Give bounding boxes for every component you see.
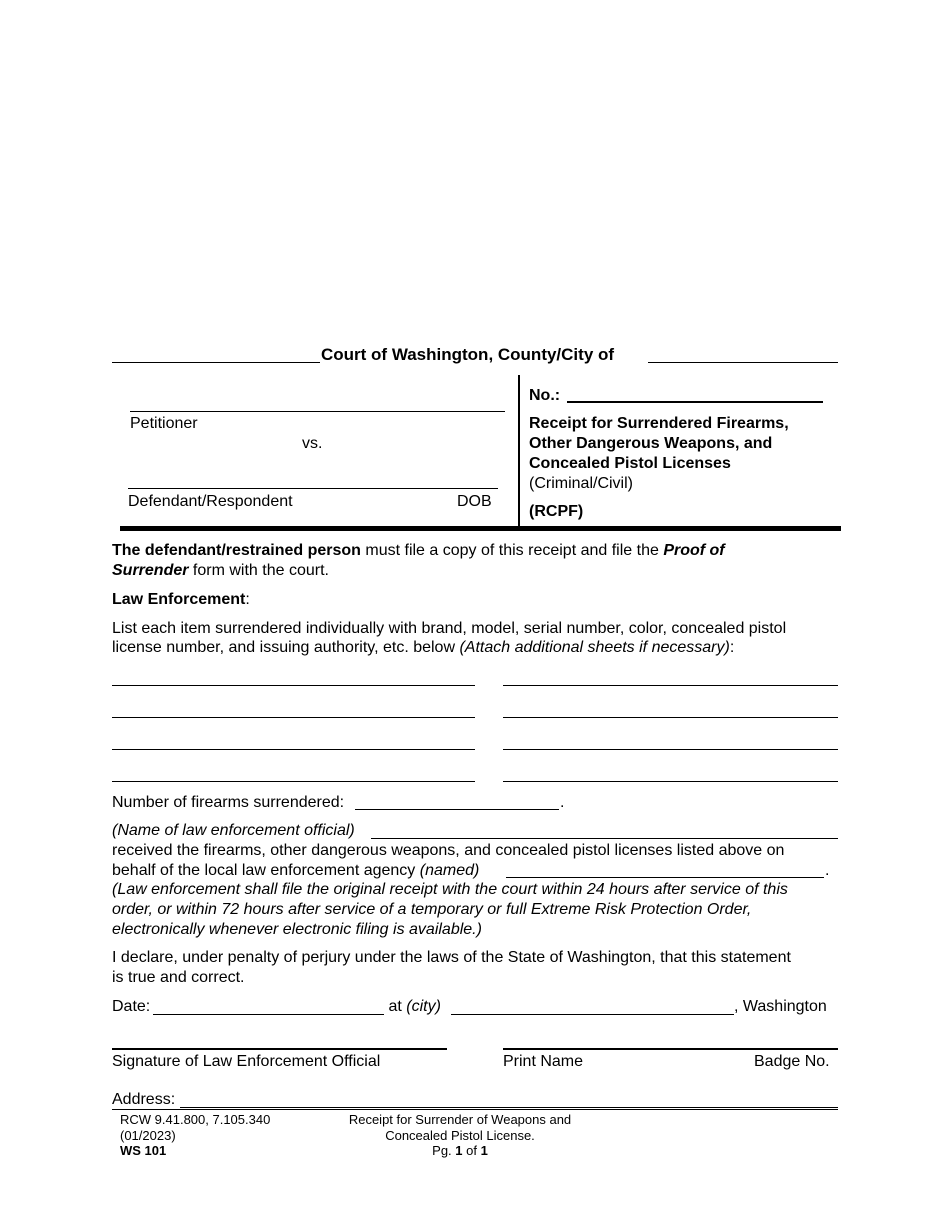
filing-note-line3: electronically whenever electronic filing is available.)	[112, 921, 482, 938]
at-label: at	[384, 998, 407, 1015]
address-field[interactable]	[180, 1107, 838, 1108]
case-no-label: No.:	[529, 387, 561, 404]
city-label: (city)	[406, 998, 441, 1015]
court-title: Court of Washington, County/City of	[321, 345, 615, 364]
footer-rule	[112, 1109, 838, 1110]
notice-proof-of: Proof of	[663, 542, 725, 559]
notice-line1	[112, 541, 725, 561]
form-title-line3: Concealed Pistol Licenses	[529, 455, 731, 472]
received-line1: received the firearms, other dangerous weapons, and concealed pistol licenses listed above on	[112, 842, 785, 859]
dob-label: DOB	[457, 493, 492, 510]
case-no-field[interactable]	[567, 401, 823, 403]
list-instruction-line2	[112, 638, 734, 658]
received-line2-text: behalf of the local law enforcement agency	[112, 862, 420, 879]
list-instruction-colon: :	[729, 639, 735, 656]
list-instruction-line1: List each item surrendered individually with brand, model, serial number, color, concealed pistol	[112, 620, 787, 637]
notice-line2	[112, 561, 329, 581]
footer-title-line1: Receipt for Surrender of Weapons and	[348, 1112, 572, 1127]
filing-note-line1: (Law enforcement shall file the original receipt with the court within 24 hours after service of this	[112, 881, 788, 898]
form-title-line2: Other Dangerous Weapons, and	[529, 435, 773, 452]
notice-surrender: Surrender	[112, 562, 189, 579]
print-name-field[interactable]	[503, 1048, 838, 1050]
notice-bold: The defendant/restrained person	[112, 542, 361, 559]
number-surrendered-period: .	[560, 794, 565, 811]
footer-title-line2: Concealed Pistol License.	[385, 1128, 535, 1143]
item-line-left-1[interactable]	[112, 685, 475, 686]
signature-label: Signature of Law Enforcement Official	[112, 1053, 381, 1070]
item-line-right-4[interactable]	[503, 781, 838, 782]
agency-named-label: (named)	[419, 862, 480, 879]
law-enforcement-heading-text: Law Enforcement	[112, 591, 246, 608]
defendant-label: Defendant/Respondent	[128, 493, 293, 510]
court-prefix-field[interactable]	[112, 362, 320, 363]
defendant-field[interactable]	[128, 488, 498, 489]
list-instruction-text: license number, and issuing authority, etc. below	[112, 639, 460, 656]
item-line-right-3[interactable]	[503, 749, 838, 750]
filing-note-line2: order, or within 72 hours after service of a temporary or full Extreme Risk Protection Order,	[112, 901, 752, 918]
number-surrendered-field[interactable]	[355, 809, 559, 810]
date-label: Date:	[112, 998, 151, 1015]
caption-divider	[518, 375, 520, 526]
official-name-label: (Name of law enforcement official)	[112, 822, 355, 839]
washington-label: , Washington	[734, 998, 827, 1015]
item-line-right-2[interactable]	[503, 717, 838, 718]
footer-page	[340, 1143, 580, 1159]
footer-page-total: 1	[480, 1143, 488, 1158]
notice-end: form with the court.	[188, 562, 329, 579]
declaration-line1: I declare, under penalty of perjury under the laws of the State of Washington, that this statement	[112, 949, 791, 966]
footer-page-of: of	[462, 1143, 481, 1158]
item-line-left-2[interactable]	[112, 717, 475, 718]
petitioner-field[interactable]	[130, 411, 505, 412]
signature-field[interactable]	[112, 1048, 447, 1050]
law-enforcement-colon: :	[245, 591, 250, 608]
vs-label: vs.	[302, 435, 323, 452]
caption-bottom-rule	[120, 526, 841, 531]
official-name-field[interactable]	[371, 838, 838, 839]
county-city-field[interactable]	[648, 362, 838, 363]
petitioner-label: Petitioner	[130, 415, 198, 432]
form-title-line1: Receipt for Surrendered Firearms,	[529, 415, 789, 432]
agency-period: .	[825, 862, 830, 879]
footer-page-current: 1	[455, 1143, 463, 1158]
declaration-line2: is true and correct.	[112, 969, 245, 986]
at-city-label	[384, 997, 441, 1017]
footer-page-prefix: Pg.	[432, 1143, 456, 1158]
address-label: Address:	[112, 1091, 176, 1108]
item-line-right-1[interactable]	[503, 685, 838, 686]
footer-rcw: RCW 9.41.800, 7.105.340	[120, 1112, 271, 1127]
badge-label: Badge No.	[754, 1053, 830, 1070]
notice-mid: must file a copy of this receipt and file the	[360, 542, 664, 559]
city-field[interactable]	[451, 1014, 734, 1015]
item-line-left-3[interactable]	[112, 749, 475, 750]
received-line2	[112, 861, 479, 881]
print-name-label: Print Name	[503, 1053, 584, 1070]
date-field[interactable]	[153, 1014, 384, 1015]
law-enforcement-heading	[112, 590, 250, 610]
footer-form-number: WS 101	[120, 1143, 167, 1158]
item-line-left-4[interactable]	[112, 781, 475, 782]
form-code: (RCPF)	[529, 503, 584, 520]
form-type: (Criminal/Civil)	[529, 475, 633, 492]
footer-revision: (01/2023)	[120, 1128, 176, 1143]
list-instruction-italic: (Attach additional sheets if necessary)	[459, 639, 730, 656]
agency-field[interactable]	[506, 877, 824, 878]
number-surrendered-label: Number of firearms surrendered:	[112, 794, 345, 811]
